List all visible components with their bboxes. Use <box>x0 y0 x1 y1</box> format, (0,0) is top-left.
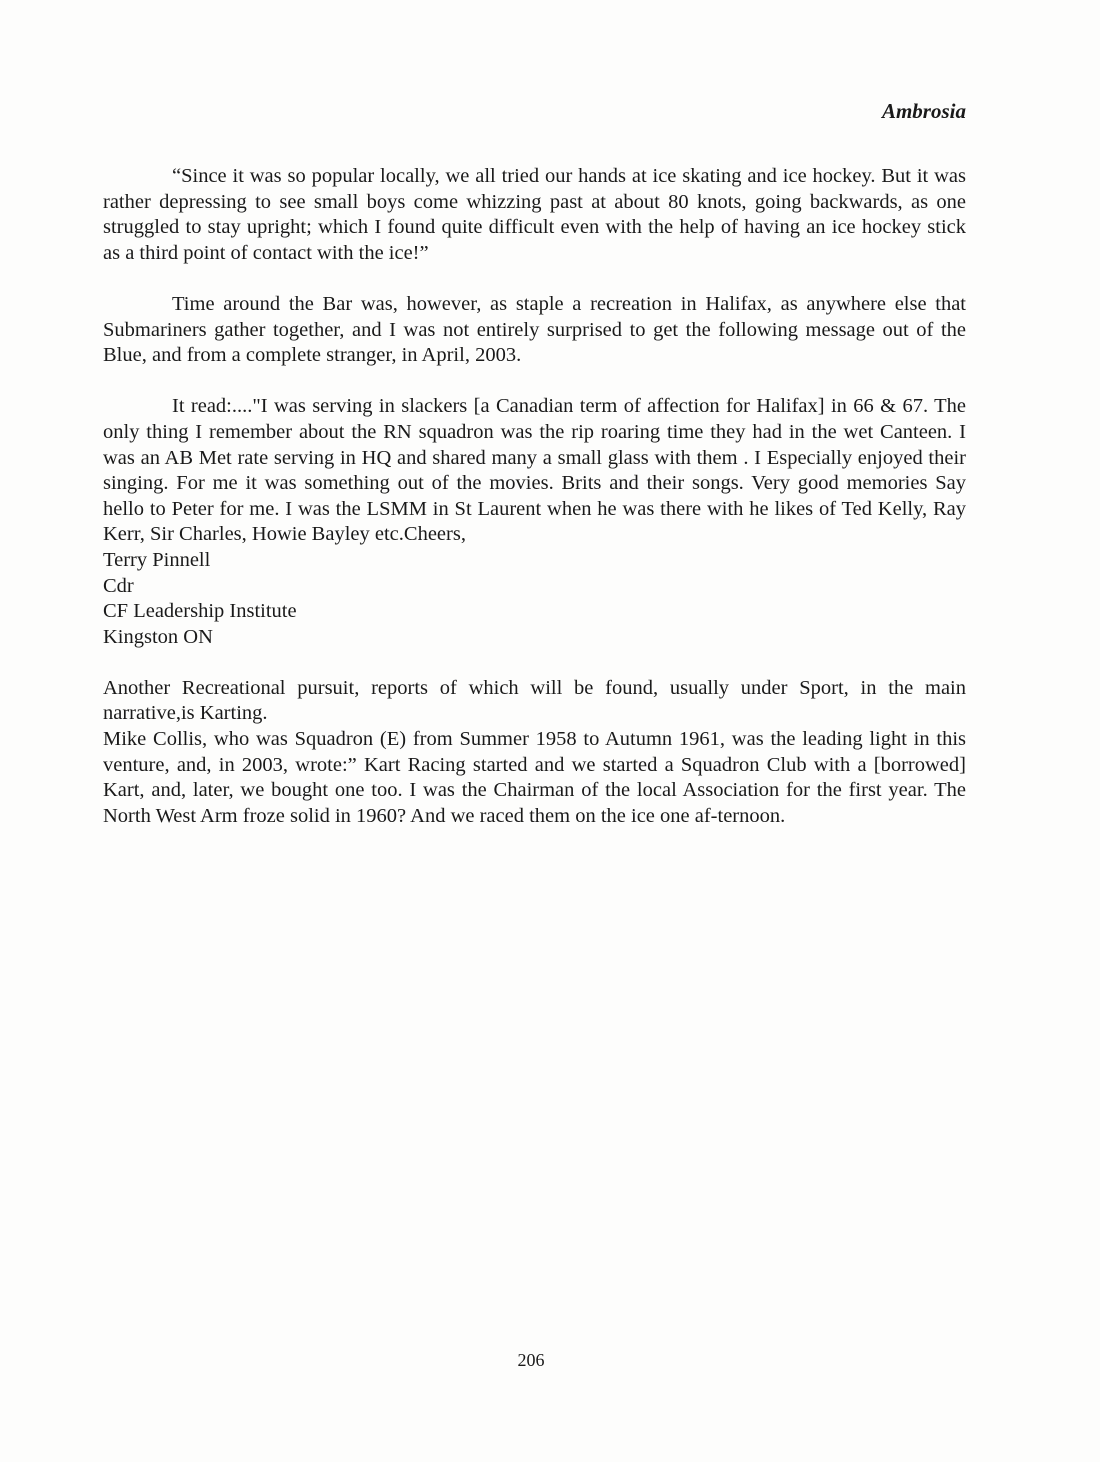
paragraph-quoted-message: It read:...."I was serving in slackers [a Canadian term of affection for Halifax] in 66 & 67. The only thing I remember about the RN squadron was the rip roaring time they had in the wet Canteen. I was an AB Met rate serving in HQ and shared many a small glass with them . I Especially enjoyed their singing. For me it was something out of the movies. Brits and their songs. Very good memories Say hello to Peter for me. I was the LSMM in St Laurent when he was there with he likes of Ted Kelly, Ray Kerr, Sir Charles, Howie Bayley etc.Cheers, <box>103 395 966 546</box>
paragraph-mike-collis: Mike Collis, who was Squadron (E) from Summer 1958 to Autumn 1961, was the leading light in this venture, and, in 2003, wrote:” Kart Racing started and we started a Squadron Club with a [borrowed] Kart, and, later, we bought one too. I was the Chairman of the local Association for the first year. The North West Arm froze solid in 1960? And we raced them on the ice one af-ternoon. <box>103 728 966 827</box>
signature-rank: Cdr <box>103 574 134 597</box>
signature-organization: CF Leadership Institute <box>103 600 297 623</box>
page-number: 206 <box>517 1350 545 1370</box>
paragraph-karting-intro: Another Recreational pursuit, reports of which will be found, usually under Sport, in the main narrative,is Karting. <box>103 676 966 725</box>
paragraph-gap <box>103 266 966 292</box>
running-header: Ambrosia <box>881 99 966 123</box>
signature-location: Kingston ON <box>103 625 213 648</box>
signature-name: Terry Pinnell <box>103 548 211 571</box>
body-text <box>103 164 966 829</box>
signature-block <box>103 548 966 650</box>
paragraph-ice-skating: “Since it was so popular locally, we all tried our hands at ice skating and ice hockey. But it was rather depressing to see small boys come whizzing past at about 80 knots, going backwards, as one struggled to stay upright; which I found quite difficult even with the help of having an ice hockey stick as a third point of contact with the ice!” <box>103 165 966 264</box>
paragraph-bar-recreation: Time around the Bar was, however, as staple a recreation in Halifax, as anywhere else that Submariners gather together, and I was not entirely surprised to get the following message out of the Blue, and from a complete stranger, in April, 2003. <box>103 292 966 367</box>
paragraph-gap <box>103 650 966 676</box>
paragraph-gap <box>103 369 966 395</box>
